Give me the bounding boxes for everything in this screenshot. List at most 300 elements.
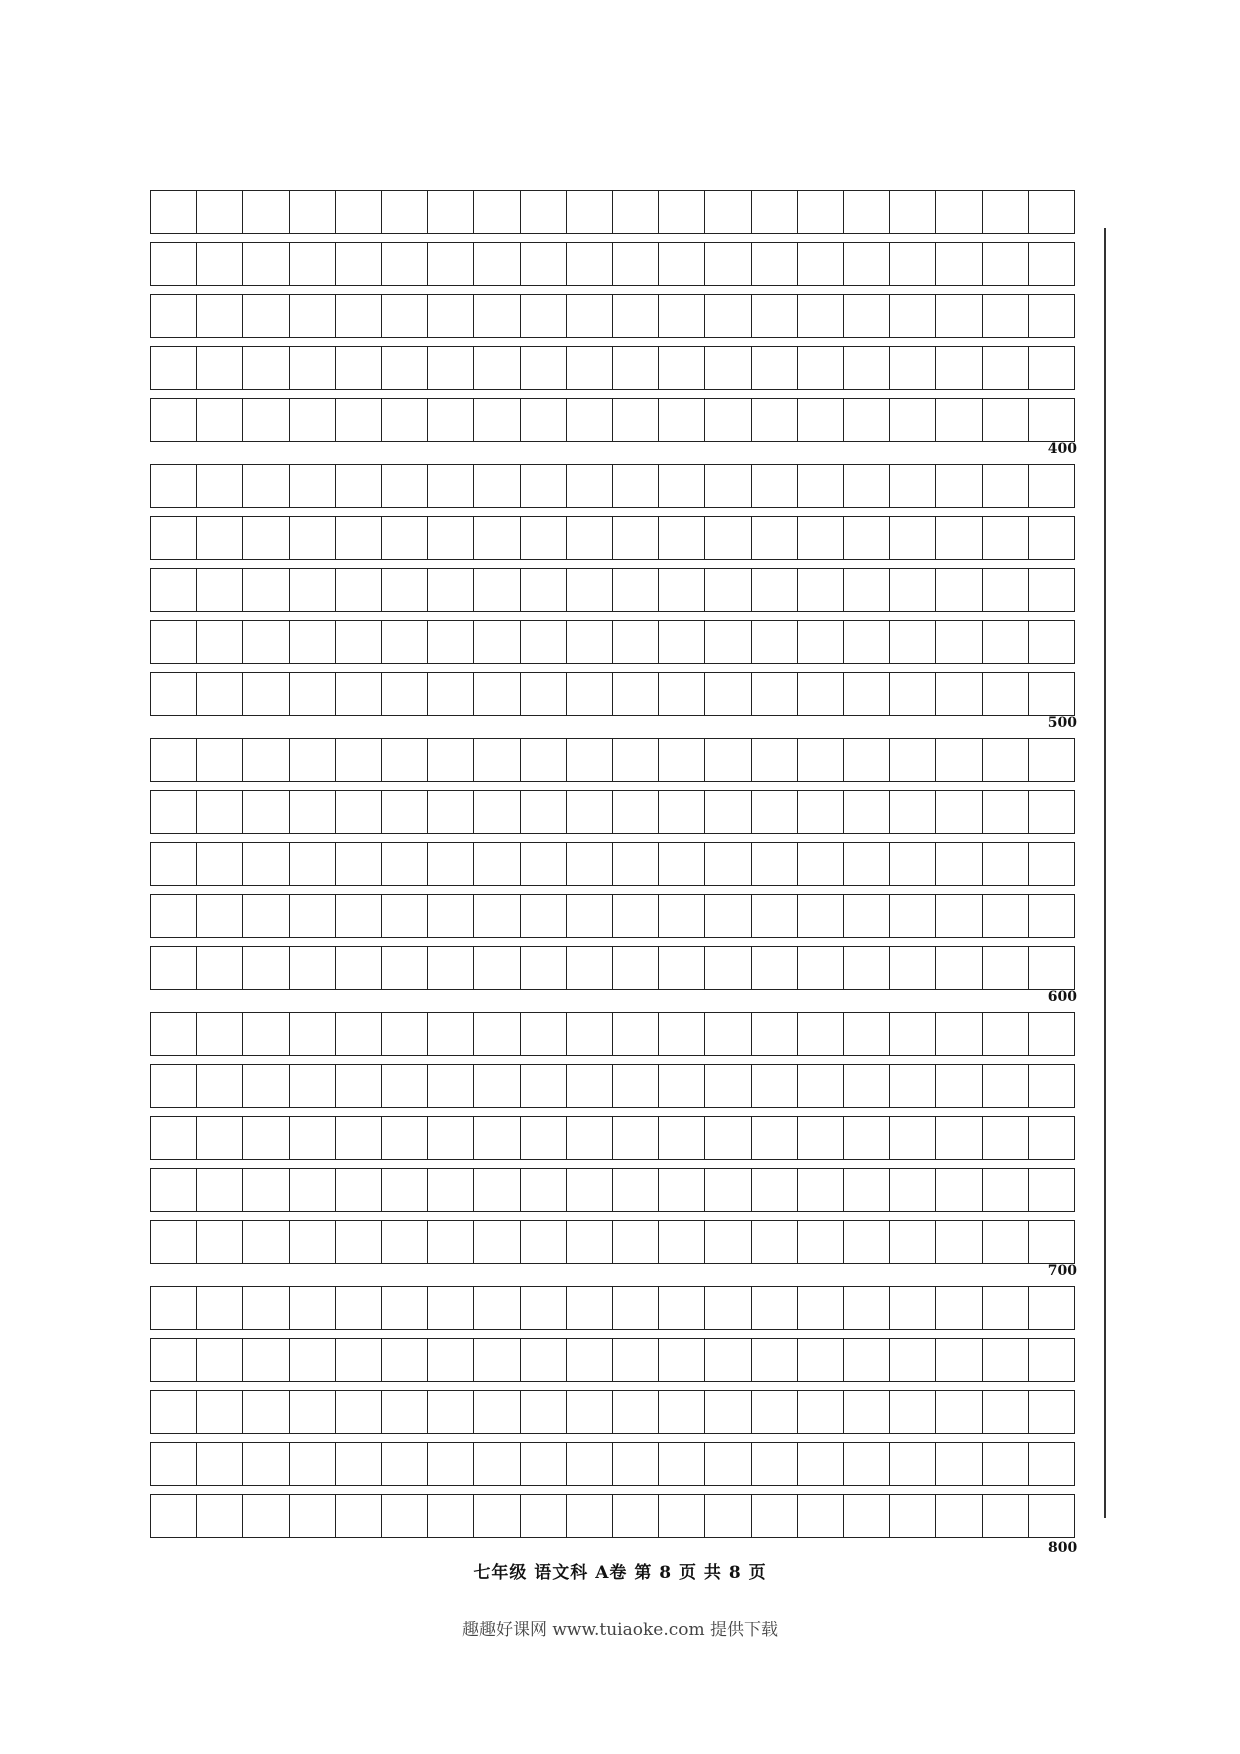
writing-cell[interactable] — [336, 1221, 382, 1263]
writing-cell[interactable] — [613, 347, 659, 389]
writing-cell[interactable] — [336, 399, 382, 441]
writing-cell[interactable] — [1029, 739, 1075, 781]
writing-cell[interactable] — [983, 1339, 1029, 1381]
writing-cell[interactable] — [290, 673, 336, 715]
writing-cell[interactable] — [336, 621, 382, 663]
writing-cell[interactable] — [659, 843, 705, 885]
writing-cell[interactable] — [705, 791, 751, 833]
writing-cell[interactable] — [336, 1287, 382, 1329]
writing-cell[interactable] — [705, 243, 751, 285]
writing-cell[interactable] — [567, 191, 613, 233]
writing-cell[interactable] — [936, 791, 982, 833]
writing-cell[interactable] — [474, 243, 520, 285]
writing-cell[interactable] — [936, 947, 982, 989]
writing-cell[interactable] — [659, 347, 705, 389]
writing-cell[interactable] — [151, 295, 197, 337]
writing-cell[interactable] — [243, 843, 289, 885]
writing-cell[interactable] — [567, 1013, 613, 1055]
writing-cell[interactable] — [1029, 1117, 1075, 1159]
writing-cell[interactable] — [752, 843, 798, 885]
writing-cell[interactable] — [336, 791, 382, 833]
writing-cell[interactable] — [705, 295, 751, 337]
writing-cell[interactable] — [936, 191, 982, 233]
writing-cell[interactable] — [844, 465, 890, 507]
writing-cell[interactable] — [1029, 895, 1075, 937]
writing-cell[interactable] — [290, 347, 336, 389]
writing-cell[interactable] — [983, 895, 1029, 937]
writing-cell[interactable] — [1029, 1495, 1075, 1537]
writing-cell[interactable] — [705, 1013, 751, 1055]
writing-cell[interactable] — [474, 1339, 520, 1381]
writing-cell[interactable] — [844, 347, 890, 389]
writing-cell[interactable] — [936, 1391, 982, 1433]
writing-cell[interactable] — [659, 1443, 705, 1485]
writing-cell[interactable] — [428, 465, 474, 507]
writing-cell[interactable] — [290, 1169, 336, 1211]
writing-cell[interactable] — [659, 399, 705, 441]
writing-cell[interactable] — [521, 621, 567, 663]
writing-cell[interactable] — [521, 465, 567, 507]
writing-cell[interactable] — [382, 295, 428, 337]
writing-cell[interactable] — [290, 791, 336, 833]
writing-cell[interactable] — [752, 1065, 798, 1107]
writing-cell[interactable] — [521, 243, 567, 285]
writing-cell[interactable] — [151, 1065, 197, 1107]
writing-cell[interactable] — [382, 1339, 428, 1381]
writing-cell[interactable] — [521, 517, 567, 559]
writing-cell[interactable] — [521, 1391, 567, 1433]
writing-cell[interactable] — [243, 791, 289, 833]
writing-cell[interactable] — [613, 739, 659, 781]
writing-cell[interactable] — [336, 1495, 382, 1537]
writing-cell[interactable] — [844, 1443, 890, 1485]
writing-cell[interactable] — [659, 1391, 705, 1433]
writing-cell[interactable] — [243, 947, 289, 989]
writing-cell[interactable] — [151, 1495, 197, 1537]
writing-cell[interactable] — [290, 843, 336, 885]
writing-cell[interactable] — [243, 465, 289, 507]
writing-cell[interactable] — [567, 843, 613, 885]
writing-cell[interactable] — [567, 1495, 613, 1537]
writing-cell[interactable] — [428, 1287, 474, 1329]
writing-cell[interactable] — [567, 673, 613, 715]
writing-cell[interactable] — [752, 1443, 798, 1485]
writing-cell[interactable] — [151, 1013, 197, 1055]
writing-cell[interactable] — [428, 1495, 474, 1537]
writing-cell[interactable] — [151, 1443, 197, 1485]
writing-cell[interactable] — [336, 1339, 382, 1381]
writing-cell[interactable] — [474, 1117, 520, 1159]
writing-cell[interactable] — [613, 1013, 659, 1055]
writing-cell[interactable] — [382, 1443, 428, 1485]
writing-cell[interactable] — [197, 295, 243, 337]
writing-cell[interactable] — [197, 673, 243, 715]
writing-cell[interactable] — [752, 791, 798, 833]
writing-cell[interactable] — [428, 243, 474, 285]
writing-cell[interactable] — [659, 739, 705, 781]
writing-cell[interactable] — [151, 1221, 197, 1263]
writing-cell[interactable] — [890, 1495, 936, 1537]
writing-cell[interactable] — [151, 947, 197, 989]
writing-cell[interactable] — [336, 1117, 382, 1159]
writing-cell[interactable] — [428, 621, 474, 663]
writing-cell[interactable] — [197, 621, 243, 663]
writing-cell[interactable] — [752, 895, 798, 937]
writing-cell[interactable] — [844, 673, 890, 715]
writing-cell[interactable] — [983, 843, 1029, 885]
writing-cell[interactable] — [521, 739, 567, 781]
writing-cell[interactable] — [659, 1013, 705, 1055]
writing-cell[interactable] — [382, 1169, 428, 1211]
writing-cell[interactable] — [428, 791, 474, 833]
writing-cell[interactable] — [382, 517, 428, 559]
writing-cell[interactable] — [844, 1117, 890, 1159]
writing-cell[interactable] — [798, 347, 844, 389]
writing-cell[interactable] — [983, 295, 1029, 337]
writing-cell[interactable] — [890, 1221, 936, 1263]
writing-cell[interactable] — [798, 739, 844, 781]
writing-cell[interactable] — [752, 1221, 798, 1263]
writing-cell[interactable] — [336, 347, 382, 389]
writing-cell[interactable] — [844, 1065, 890, 1107]
writing-cell[interactable] — [243, 1013, 289, 1055]
writing-cell[interactable] — [382, 399, 428, 441]
writing-cell[interactable] — [567, 1169, 613, 1211]
writing-cell[interactable] — [1029, 243, 1075, 285]
writing-cell[interactable] — [936, 1117, 982, 1159]
writing-cell[interactable] — [151, 843, 197, 885]
writing-cell[interactable] — [197, 1117, 243, 1159]
writing-cell[interactable] — [151, 1169, 197, 1211]
writing-cell[interactable] — [243, 1287, 289, 1329]
writing-cell[interactable] — [521, 791, 567, 833]
writing-cell[interactable] — [474, 1495, 520, 1537]
writing-cell[interactable] — [428, 1443, 474, 1485]
writing-cell[interactable] — [1029, 465, 1075, 507]
writing-cell[interactable] — [290, 1221, 336, 1263]
writing-cell[interactable] — [382, 1287, 428, 1329]
writing-cell[interactable] — [567, 1287, 613, 1329]
writing-cell[interactable] — [151, 791, 197, 833]
writing-cell[interactable] — [567, 947, 613, 989]
writing-cell[interactable] — [659, 791, 705, 833]
writing-cell[interactable] — [521, 569, 567, 611]
writing-cell[interactable] — [983, 791, 1029, 833]
writing-cell[interactable] — [474, 1013, 520, 1055]
writing-cell[interactable] — [798, 791, 844, 833]
writing-cell[interactable] — [705, 1339, 751, 1381]
writing-cell[interactable] — [382, 347, 428, 389]
writing-cell[interactable] — [890, 1065, 936, 1107]
writing-cell[interactable] — [936, 569, 982, 611]
writing-cell[interactable] — [290, 191, 336, 233]
writing-cell[interactable] — [428, 895, 474, 937]
writing-cell[interactable] — [197, 1287, 243, 1329]
writing-cell[interactable] — [752, 1287, 798, 1329]
writing-cell[interactable] — [382, 465, 428, 507]
writing-cell[interactable] — [752, 947, 798, 989]
writing-cell[interactable] — [983, 1495, 1029, 1537]
writing-cell[interactable] — [705, 1443, 751, 1485]
writing-cell[interactable] — [336, 295, 382, 337]
writing-cell[interactable] — [705, 739, 751, 781]
writing-cell[interactable] — [798, 1391, 844, 1433]
writing-cell[interactable] — [705, 843, 751, 885]
writing-cell[interactable] — [521, 1443, 567, 1485]
writing-cell[interactable] — [613, 621, 659, 663]
writing-cell[interactable] — [197, 1169, 243, 1211]
writing-cell[interactable] — [243, 1443, 289, 1485]
writing-cell[interactable] — [844, 1221, 890, 1263]
writing-cell[interactable] — [428, 673, 474, 715]
writing-cell[interactable] — [890, 1117, 936, 1159]
writing-cell[interactable] — [521, 1169, 567, 1211]
writing-cell[interactable] — [613, 1169, 659, 1211]
writing-cell[interactable] — [290, 569, 336, 611]
writing-cell[interactable] — [613, 569, 659, 611]
writing-cell[interactable] — [521, 1287, 567, 1329]
writing-cell[interactable] — [659, 1221, 705, 1263]
writing-cell[interactable] — [890, 1443, 936, 1485]
writing-cell[interactable] — [705, 673, 751, 715]
writing-cell[interactable] — [613, 465, 659, 507]
writing-cell[interactable] — [613, 1495, 659, 1537]
writing-cell[interactable] — [890, 1013, 936, 1055]
writing-cell[interactable] — [890, 1339, 936, 1381]
writing-cell[interactable] — [474, 517, 520, 559]
writing-cell[interactable] — [1029, 1013, 1075, 1055]
writing-cell[interactable] — [474, 895, 520, 937]
writing-cell[interactable] — [844, 895, 890, 937]
writing-cell[interactable] — [936, 1169, 982, 1211]
writing-cell[interactable] — [613, 1391, 659, 1433]
writing-cell[interactable] — [936, 517, 982, 559]
writing-cell[interactable] — [936, 621, 982, 663]
writing-cell[interactable] — [983, 1391, 1029, 1433]
writing-cell[interactable] — [474, 1391, 520, 1433]
writing-cell[interactable] — [659, 1117, 705, 1159]
writing-cell[interactable] — [705, 1117, 751, 1159]
writing-cell[interactable] — [382, 621, 428, 663]
writing-cell[interactable] — [936, 1495, 982, 1537]
writing-cell[interactable] — [567, 1443, 613, 1485]
writing-cell[interactable] — [983, 1443, 1029, 1485]
writing-cell[interactable] — [1029, 1065, 1075, 1107]
writing-cell[interactable] — [1029, 347, 1075, 389]
writing-cell[interactable] — [659, 1339, 705, 1381]
writing-cell[interactable] — [705, 621, 751, 663]
writing-cell[interactable] — [474, 191, 520, 233]
writing-cell[interactable] — [197, 347, 243, 389]
writing-cell[interactable] — [659, 1287, 705, 1329]
writing-cell[interactable] — [705, 1221, 751, 1263]
writing-cell[interactable] — [613, 1117, 659, 1159]
writing-cell[interactable] — [428, 947, 474, 989]
writing-cell[interactable] — [890, 843, 936, 885]
writing-cell[interactable] — [936, 1221, 982, 1263]
writing-cell[interactable] — [798, 191, 844, 233]
writing-cell[interactable] — [428, 1065, 474, 1107]
writing-cell[interactable] — [705, 1391, 751, 1433]
writing-cell[interactable] — [705, 1495, 751, 1537]
writing-cell[interactable] — [336, 947, 382, 989]
writing-cell[interactable] — [243, 243, 289, 285]
writing-cell[interactable] — [705, 465, 751, 507]
writing-cell[interactable] — [936, 895, 982, 937]
writing-cell[interactable] — [567, 621, 613, 663]
writing-cell[interactable] — [151, 739, 197, 781]
writing-cell[interactable] — [752, 621, 798, 663]
writing-cell[interactable] — [336, 1013, 382, 1055]
writing-cell[interactable] — [336, 739, 382, 781]
writing-cell[interactable] — [1029, 1443, 1075, 1485]
writing-cell[interactable] — [844, 843, 890, 885]
writing-cell[interactable] — [983, 1169, 1029, 1211]
writing-cell[interactable] — [336, 191, 382, 233]
writing-cell[interactable] — [474, 1065, 520, 1107]
writing-cell[interactable] — [521, 1495, 567, 1537]
writing-cell[interactable] — [1029, 517, 1075, 559]
writing-cell[interactable] — [752, 191, 798, 233]
writing-cell[interactable] — [567, 517, 613, 559]
writing-cell[interactable] — [521, 895, 567, 937]
writing-cell[interactable] — [936, 673, 982, 715]
writing-cell[interactable] — [613, 895, 659, 937]
writing-cell[interactable] — [243, 673, 289, 715]
writing-cell[interactable] — [983, 673, 1029, 715]
writing-cell[interactable] — [567, 1391, 613, 1433]
writing-cell[interactable] — [613, 947, 659, 989]
writing-cell[interactable] — [798, 243, 844, 285]
writing-cell[interactable] — [197, 843, 243, 885]
writing-cell[interactable] — [197, 569, 243, 611]
writing-cell[interactable] — [613, 1443, 659, 1485]
writing-cell[interactable] — [428, 347, 474, 389]
writing-cell[interactable] — [521, 191, 567, 233]
writing-cell[interactable] — [705, 347, 751, 389]
writing-cell[interactable] — [290, 1339, 336, 1381]
writing-cell[interactable] — [428, 569, 474, 611]
writing-cell[interactable] — [936, 347, 982, 389]
writing-cell[interactable] — [151, 399, 197, 441]
writing-cell[interactable] — [983, 739, 1029, 781]
writing-cell[interactable] — [290, 739, 336, 781]
writing-cell[interactable] — [705, 895, 751, 937]
writing-cell[interactable] — [798, 1065, 844, 1107]
writing-cell[interactable] — [382, 739, 428, 781]
writing-cell[interactable] — [1029, 621, 1075, 663]
writing-cell[interactable] — [705, 1065, 751, 1107]
writing-cell[interactable] — [474, 1221, 520, 1263]
writing-cell[interactable] — [983, 569, 1029, 611]
writing-cell[interactable] — [705, 947, 751, 989]
writing-cell[interactable] — [752, 295, 798, 337]
writing-cell[interactable] — [243, 295, 289, 337]
writing-cell[interactable] — [521, 843, 567, 885]
writing-cell[interactable] — [382, 1013, 428, 1055]
writing-cell[interactable] — [567, 1339, 613, 1381]
writing-cell[interactable] — [844, 295, 890, 337]
writing-cell[interactable] — [567, 1117, 613, 1159]
writing-cell[interactable] — [243, 191, 289, 233]
writing-cell[interactable] — [521, 347, 567, 389]
writing-cell[interactable] — [752, 347, 798, 389]
writing-cell[interactable] — [983, 347, 1029, 389]
writing-cell[interactable] — [521, 673, 567, 715]
writing-cell[interactable] — [336, 1169, 382, 1211]
writing-cell[interactable] — [1029, 191, 1075, 233]
writing-cell[interactable] — [752, 465, 798, 507]
writing-cell[interactable] — [752, 1117, 798, 1159]
writing-cell[interactable] — [936, 739, 982, 781]
writing-cell[interactable] — [659, 465, 705, 507]
writing-cell[interactable] — [890, 295, 936, 337]
writing-cell[interactable] — [752, 1339, 798, 1381]
writing-cell[interactable] — [1029, 947, 1075, 989]
writing-cell[interactable] — [844, 243, 890, 285]
writing-cell[interactable] — [844, 947, 890, 989]
writing-cell[interactable] — [567, 347, 613, 389]
writing-cell[interactable] — [659, 191, 705, 233]
writing-cell[interactable] — [290, 1013, 336, 1055]
writing-cell[interactable] — [983, 621, 1029, 663]
writing-cell[interactable] — [290, 1443, 336, 1485]
writing-cell[interactable] — [890, 569, 936, 611]
writing-cell[interactable] — [243, 399, 289, 441]
writing-cell[interactable] — [336, 1443, 382, 1485]
writing-cell[interactable] — [844, 191, 890, 233]
writing-cell[interactable] — [521, 1065, 567, 1107]
writing-cell[interactable] — [428, 1339, 474, 1381]
writing-cell[interactable] — [936, 295, 982, 337]
writing-cell[interactable] — [474, 465, 520, 507]
writing-cell[interactable] — [151, 1117, 197, 1159]
writing-cell[interactable] — [474, 295, 520, 337]
writing-cell[interactable] — [521, 1221, 567, 1263]
writing-cell[interactable] — [290, 1495, 336, 1537]
writing-cell[interactable] — [983, 1065, 1029, 1107]
writing-cell[interactable] — [890, 191, 936, 233]
writing-cell[interactable] — [336, 895, 382, 937]
writing-cell[interactable] — [382, 1391, 428, 1433]
writing-cell[interactable] — [197, 1443, 243, 1485]
writing-cell[interactable] — [197, 791, 243, 833]
writing-cell[interactable] — [1029, 569, 1075, 611]
writing-cell[interactable] — [890, 347, 936, 389]
writing-cell[interactable] — [336, 1391, 382, 1433]
writing-cell[interactable] — [428, 739, 474, 781]
writing-cell[interactable] — [243, 569, 289, 611]
writing-cell[interactable] — [382, 895, 428, 937]
writing-cell[interactable] — [474, 1287, 520, 1329]
writing-cell[interactable] — [659, 947, 705, 989]
writing-cell[interactable] — [382, 791, 428, 833]
writing-cell[interactable] — [1029, 399, 1075, 441]
writing-cell[interactable] — [659, 1495, 705, 1537]
writing-cell[interactable] — [844, 569, 890, 611]
writing-cell[interactable] — [659, 1065, 705, 1107]
writing-cell[interactable] — [151, 243, 197, 285]
writing-cell[interactable] — [336, 1065, 382, 1107]
writing-cell[interactable] — [197, 191, 243, 233]
writing-cell[interactable] — [336, 465, 382, 507]
writing-cell[interactable] — [290, 1117, 336, 1159]
writing-cell[interactable] — [659, 295, 705, 337]
writing-cell[interactable] — [567, 1065, 613, 1107]
writing-cell[interactable] — [336, 843, 382, 885]
writing-cell[interactable] — [844, 739, 890, 781]
writing-cell[interactable] — [890, 517, 936, 559]
